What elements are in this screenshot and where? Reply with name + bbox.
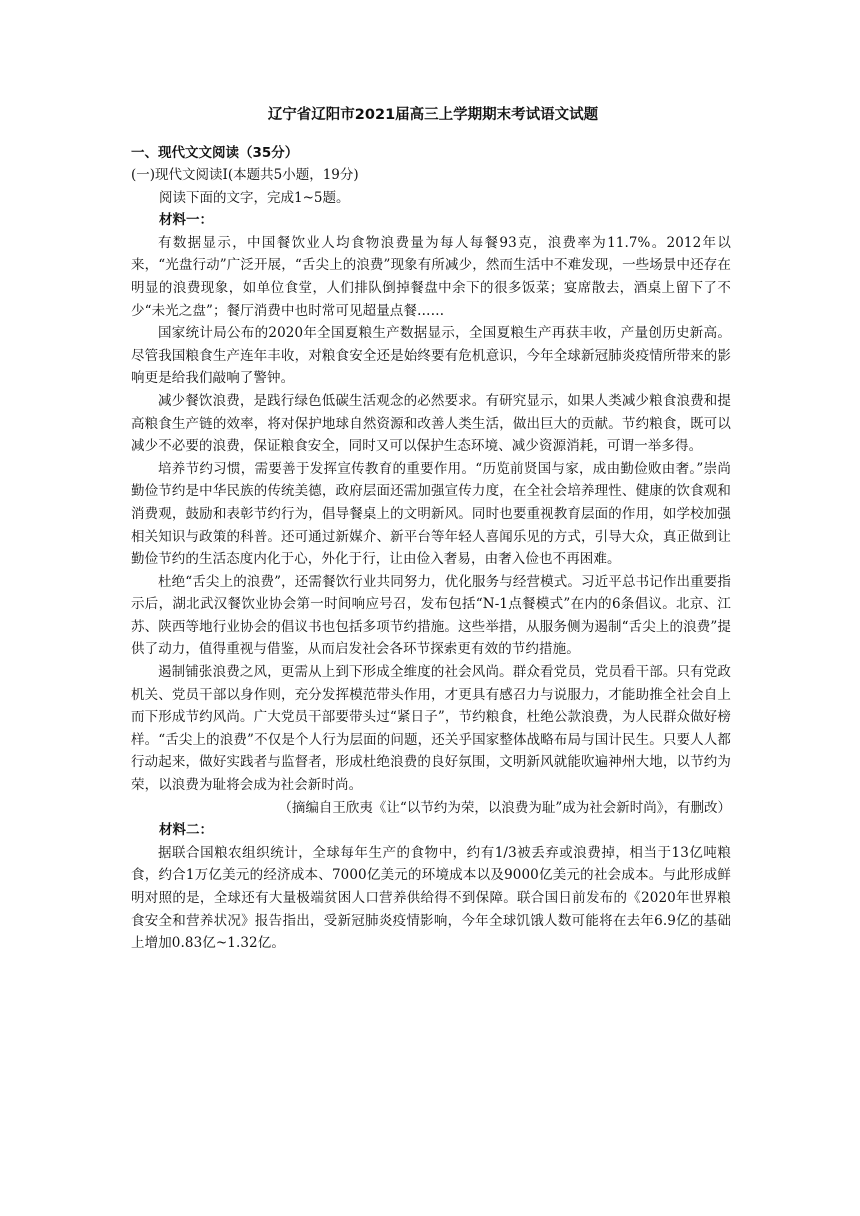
material-two-label: 材料二： — [159, 822, 213, 839]
material-one-paragraph: 国家统计局公布的2020年全国夏粮生产数据显示，全国夏粮生产再获丰收，产量创历史新高。尽管我国粮食生产连年丰收，对粮食安全还是始终要有危机意识，今年全球新冠肺炎疫情所带来的影响更是给我们敲响了警钟。 — [131, 325, 731, 387]
material-one-paragraph: 杜绝“舌尖上的浪费”，还需餐饮行业共同努力，优化服务与经营模式。习近平总书记作出重要指示后，湖北武汉餐饮业协会第一时间响应号召，发布包括“N-1点餐模式”在内的6条倡议。北京、江苏、陕西等地行业协会的倡议书也包括多项节约措施。这些举措，从服务侧为遏制“舌尖上的浪费”提供了动力，值得重视与借鉴，从而启发社会各环节探索更有效的节约措施。 — [131, 573, 731, 658]
reading-instruction: 阅读下面的文字，完成1~5题。 — [159, 189, 350, 206]
material-two-paragraph: 据联合国粮农组织统计，全球每年生产的食物中，约有1/3被丢弃或浪费掉，相当于13亿吨粮食，约合1万亿美元的经济成本、7000亿美元的环境成本以及9000亿美元的社会成本。与此形成鲜明对照的是，全球还有大量极端贫困人口营养供给得不到保障。联合国日前发布的《2020年世界粮食安全和营养状况》报告指出，受新冠肺炎疫情影响，今年全球饥饿人数可能将在去年6.9亿的基础上增加0.83亿~1.32亿。 — [131, 844, 731, 952]
material-one-paragraph: 培养节约习惯，需要善于发挥宣传教育的重要作用。“历览前贤国与家，成由勤俭败由奢。”崇尚勤俭节约是中华民族的传统美德，政府层面还需加强宣传力度，在全社会培养理性、健康的饮食观和消费观，鼓励和表彰节约行为，倡导餐桌上的文明新风。同时也要重视教育层面的作用，如学校加强相关知识与政策的科普。还可通过新媒介、新平台等年轻人喜闻乐见的方式，引导大众，真正做到让勤俭节约的生活态度内化于心，外化于行，让由俭入奢易，由奢入俭也不再困难。 — [131, 460, 731, 568]
material-one-paragraph: 遏制铺张浪费之风，更需从上到下形成全维度的社会风尚。群众看党员，党员看干部。只有党政机关、党员干部以身作则，充分发挥模范带头作用，才更具有感召力与说服力，才能助推全社会自上而下形成节约风尚。广大党员干部要带头过“紧日子”，节约粮食，杜绝公款浪费，为人民群众做好榜样。“舌尖上的浪费”不仅是个人行为层面的问题，还关乎国家整体战略布局与国计民生。只要人人都行动起来，做好实践者与监督者，形成杜绝浪费的良好氛围，文明新风就能吹遍神州大地，以节约为荣，以浪费为耻将会成为社会新时尚。 — [131, 664, 731, 794]
document-page — [131, 104, 731, 955]
document-title: 辽宁省辽阳市2021届高三上学期期末考试语文试题 — [267, 107, 599, 123]
section-heading: 一、现代文文阅读（35分） — [131, 145, 299, 161]
material-one-paragraph: 减少餐饮浪费，是践行绿色低碳生活观念的必然要求。有研究显示，如果人类减少粮食浪费和提高粮食生产链的效率，将对保护地球自然资源和改善人类生活，做出巨大的贡献。节约粮食，既可以减少不必要的浪费，保证粮食安全，同时又可以保护生态环境、减少资源消耗，可谓一举多得。 — [131, 392, 731, 455]
material-one-source: （摘编自王欣夷《让“以节约为荣，以浪费为耻”成为社会新时尚》，有删改） — [278, 799, 731, 816]
material-one-paragraph: 有数据显示，中国餐饮业人均食物浪费量为每人每餐93克，浪费率为11.7%。2012年以来，“光盘行动”广泛开展，“舌尖上的浪费”现象有所减少，然而生活中不难发现，一些场景中还存在明显的浪费现象，如单位食堂，人们排队倒掉餐盘中余下的很多饭菜；宴席散去，酒桌上留下了不少“未光之盘”；餐厅消费中也时常可见超量点餐…… — [131, 234, 731, 319]
subsection-heading: (一)现代文阅读Ⅰ(本题共5小题，19分) — [131, 167, 359, 183]
material-one-label: 材料一： — [159, 212, 213, 229]
